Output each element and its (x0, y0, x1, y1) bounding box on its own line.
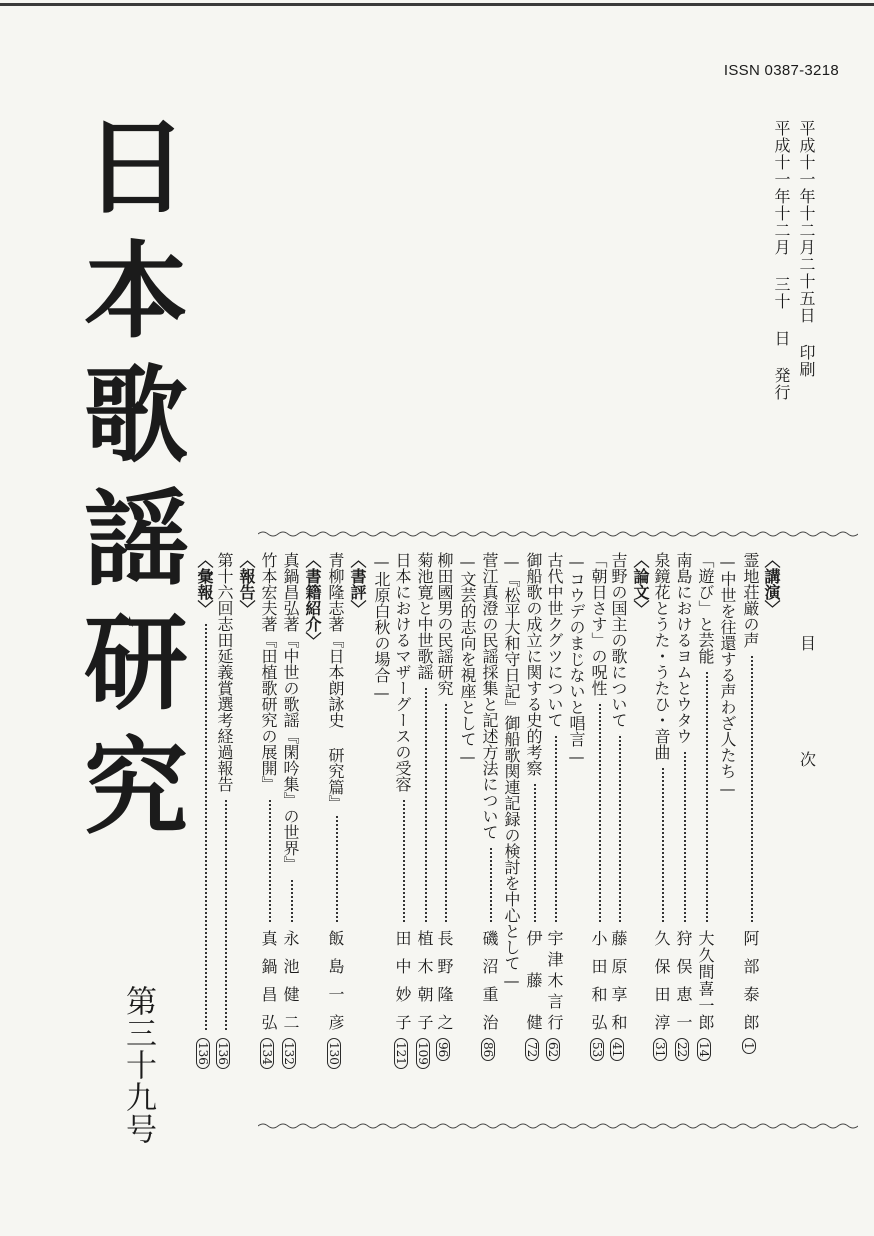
toc-entry-author: 大久間喜一郎 (696, 930, 715, 1030)
toc-entry-author: 伊藤健 (524, 930, 543, 1030)
toc-page-number: 86 (481, 1038, 495, 1061)
toc-page-number: 96 (436, 1038, 450, 1061)
toc-entry-title: —中世を往還する声わざ人たち— (718, 552, 737, 798)
toc-entry (373, 552, 393, 1107)
toc-page-number: 14 (697, 1038, 711, 1061)
toc-entry-author: 藤原享和 (609, 930, 628, 1030)
toc-entry-title: —北原白秋の場合— (372, 552, 391, 702)
toc-entry-title: 真鍋昌弘著『中世の歌謡『閑吟集』の世界』 (281, 552, 300, 872)
toc-entry (719, 552, 739, 1107)
leader-dots (225, 800, 227, 1030)
toc-heading: 目 次 (800, 634, 817, 769)
toc-entry (568, 552, 588, 1107)
leader-dots (599, 704, 601, 922)
toc-entry-title: —『松平大和守日記』御船歌関連記録の検討を中心として— (502, 552, 521, 990)
toc-entry-title: —コウデのまじないと唱言— (567, 552, 586, 766)
toc-entry (459, 552, 479, 1107)
toc-entry-title: 「遊び」と芸能 (696, 552, 715, 664)
toc-entry (196, 552, 216, 1107)
toc-section-heading: 〈書籍紹介〉 (303, 552, 322, 648)
toc-entry (282, 552, 302, 1107)
publish-date: 平成十一年十二月 三十 日 発行 (772, 120, 791, 401)
divider-bottom (258, 1122, 858, 1130)
toc-entry-author: 永池健二 (281, 930, 300, 1030)
toc-entry-title: 吉野の国主の歌について (609, 552, 628, 728)
toc-entry-title: 泉鏡花とうた・うたひ・音曲 (652, 552, 671, 760)
toc-page-number: 109 (416, 1038, 430, 1069)
issue-number: 第三十九号 (120, 985, 156, 1145)
top-border (0, 3, 874, 6)
toc-section-heading: 〈彙報〉 (195, 552, 214, 616)
toc-page-number: 1 (742, 1038, 756, 1054)
toc-entry (742, 552, 762, 1107)
leader-dots (555, 736, 557, 922)
toc-entry-author: 田中妙子 (393, 930, 412, 1030)
toc-entry (675, 552, 695, 1107)
toc-section-heading: 〈講演〉 (762, 552, 781, 616)
leader-dots (490, 848, 492, 922)
toc-entry (503, 552, 523, 1107)
toc-entry-title: 日本におけるマザーグースの受容 (393, 552, 412, 792)
toc-entry (238, 552, 258, 1107)
leader-dots (445, 704, 447, 922)
toc-entry (416, 552, 436, 1107)
leader-dots (706, 672, 708, 922)
toc-entry-author: 小田和弘 (589, 930, 608, 1030)
toc-page-number: 22 (675, 1038, 689, 1061)
journal-title: 日本歌謡研究 (66, 112, 189, 856)
leader-dots (662, 768, 664, 922)
toc-entry (653, 552, 673, 1107)
toc-page-number: 130 (327, 1038, 341, 1069)
toc-section-heading: 〈書評〉 (348, 552, 367, 616)
toc-page-number: 72 (525, 1038, 539, 1061)
leader-dots (751, 656, 753, 922)
print-date: 平成十一年十二月二十五日 印刷 (797, 120, 816, 378)
leader-dots (684, 752, 686, 922)
toc-page-number: 121 (394, 1038, 408, 1069)
toc-entry (260, 552, 280, 1107)
leader-dots (205, 624, 207, 1030)
toc-entry-title: 古代中世クグツについて (545, 552, 564, 728)
toc-page-number: 41 (610, 1038, 624, 1061)
toc-entry (349, 552, 369, 1107)
toc-entry (216, 552, 236, 1107)
leader-dots (425, 688, 427, 922)
toc-entry-title: 「朝日さす」の呪性 (589, 552, 608, 696)
toc-entry-author: 久保田淳 (652, 930, 671, 1030)
toc-page-number: 136 (196, 1038, 210, 1069)
toc-entry (525, 552, 545, 1107)
toc-page-number: 53 (590, 1038, 604, 1061)
toc-entry-title: 菊池寛と中世歌謡 (415, 552, 434, 680)
toc-entry-author: 阿部泰郎 (741, 930, 760, 1030)
leader-dots (403, 800, 405, 922)
toc-entry (436, 552, 456, 1107)
toc-entry-title: 柳田國男の民謡研究 (435, 552, 454, 696)
toc-entry-author: 飯島一彦 (326, 930, 345, 1030)
toc-entry-title: 霊地荘厳の声 (741, 552, 760, 648)
toc-section-heading: 〈報告〉 (237, 552, 256, 616)
leader-dots (269, 800, 271, 922)
leader-dots (534, 784, 536, 922)
toc-entry-author: 磯沼重治 (480, 930, 499, 1030)
divider-top (258, 530, 858, 538)
toc-entry (590, 552, 610, 1107)
toc-page-number: 134 (260, 1038, 274, 1069)
leader-dots (291, 880, 293, 922)
toc-entry (304, 552, 324, 1107)
toc-entry-author: 長野隆之 (435, 930, 454, 1030)
toc-entry-title: 青柳隆志著『日本朗詠史 研究篇』 (326, 552, 345, 811)
leader-dots (336, 816, 338, 922)
toc-section-heading: 〈論文〉 (631, 552, 650, 616)
toc-entry-title: 菅江真澄の民謡採集と記述方法について (480, 552, 499, 840)
toc-entry-author: 真鍋昌弘 (259, 930, 278, 1030)
toc-entry-author: 宇津木言行 (545, 930, 564, 1030)
toc-entry-title: 御船歌の成立に関する史的考察 (524, 552, 543, 776)
toc-entry-author: 植木朝子 (415, 930, 434, 1030)
toc-entry (697, 552, 717, 1107)
toc-entry (327, 552, 347, 1107)
toc-entry (610, 552, 630, 1107)
toc-entry (481, 552, 501, 1107)
toc-page-number: 132 (282, 1038, 296, 1069)
toc-entry (394, 552, 414, 1107)
leader-dots (619, 736, 621, 922)
toc-entry-title: 竹本宏夫著『田植歌研究の展開』 (259, 552, 278, 792)
toc-entry-title: 南島におけるヨムとウタウ (674, 552, 693, 744)
toc-page-number: 31 (653, 1038, 667, 1061)
toc-entry (546, 552, 566, 1107)
toc-entry-author: 狩俣恵一 (674, 930, 693, 1030)
toc-page-number: 62 (546, 1038, 560, 1061)
toc-page-number: 136 (216, 1038, 230, 1069)
issn-number: ISSN 0387-3218 (723, 62, 839, 79)
toc-entry (763, 552, 783, 1107)
toc-entry-title: —文芸的志向を視座として— (458, 552, 477, 766)
toc-entry-title: 第十六回志田延義賞選考経過報告 (215, 552, 234, 792)
toc-entry (632, 552, 652, 1107)
